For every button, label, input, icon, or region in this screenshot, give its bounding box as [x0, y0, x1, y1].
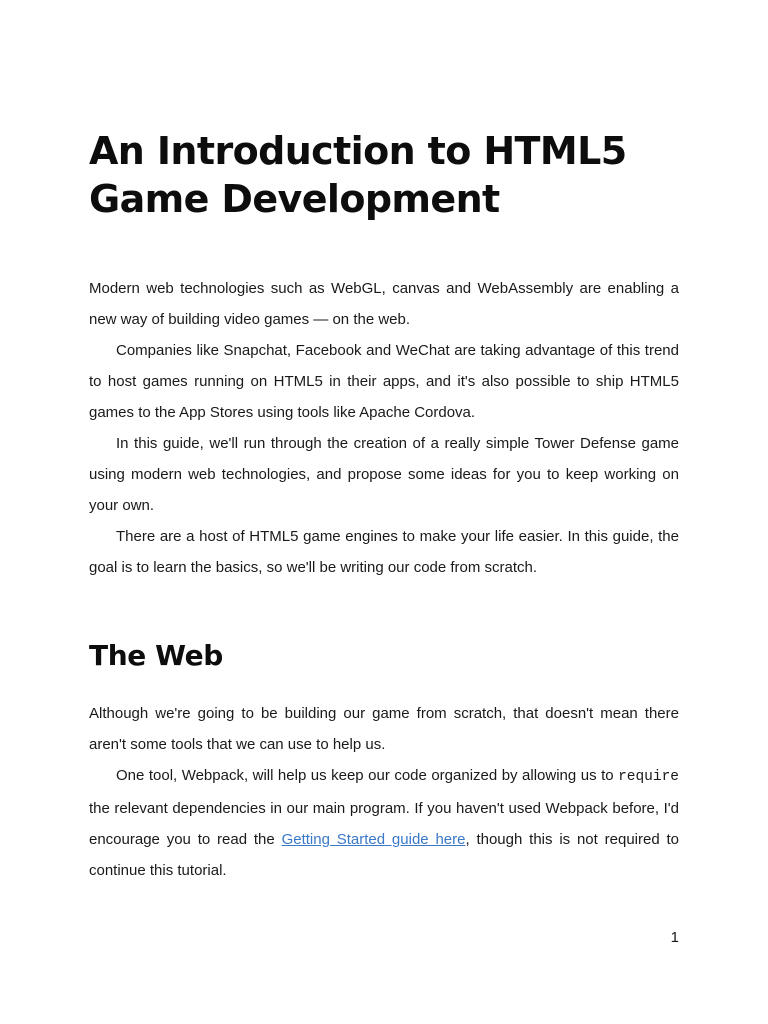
- web-paragraph-2-text-start: One tool, Webpack, will help us keep our code organized by allowing us to: [116, 767, 619, 784]
- section-heading-the-web: The Web: [89, 639, 223, 672]
- inline-code-require: require: [618, 769, 679, 785]
- title-line-1: An Introduction to HTML5: [89, 129, 627, 173]
- intro-paragraph-4: There are a host of HTML5 game engines to make your life easier. In this guide, the goal is to learn the basics, so we'll be writing our code from scratch.: [89, 528, 679, 576]
- page-number: 1: [670, 929, 679, 946]
- web-paragraph-2-text-end: , though this is not required to continue this tutorial.: [89, 831, 680, 879]
- intro-paragraph-1: Modern web technologies such as WebGL, canvas and WebAssembly are enabling a new way of building video games — on the web.: [89, 280, 679, 328]
- web-paragraph-2-text-middle: the relevant dependencies in our main program. If you haven't used Webpack before, I'd encourage you to read the: [89, 800, 679, 848]
- intro-paragraph-3: In this guide, we'll run through the creation of a really simple Tower Defense game using modern web technologies, and propose some ideas for you to keep working on your own.: [89, 435, 679, 514]
- web-section: [89, 698, 679, 886]
- title-line-2: Game Development: [89, 177, 500, 221]
- getting-started-guide-link[interactable]: Getting Started guide here: [281, 831, 466, 848]
- document-title: [89, 127, 689, 223]
- intro-paragraph-2: Companies like Snapchat, Facebook and WeChat are taking advantage of this trend to host games running on HTML5 in their apps, and it's also possible to ship HTML5 games to the App Stores using tools like Apache Cordova.: [89, 342, 679, 421]
- web-paragraph-2: [89, 760, 679, 886]
- web-paragraph-1: Although we're going to be building our game from scratch, that doesn't mean there aren't some tools that we can use to help us.: [89, 705, 679, 753]
- intro-section: [89, 273, 679, 583]
